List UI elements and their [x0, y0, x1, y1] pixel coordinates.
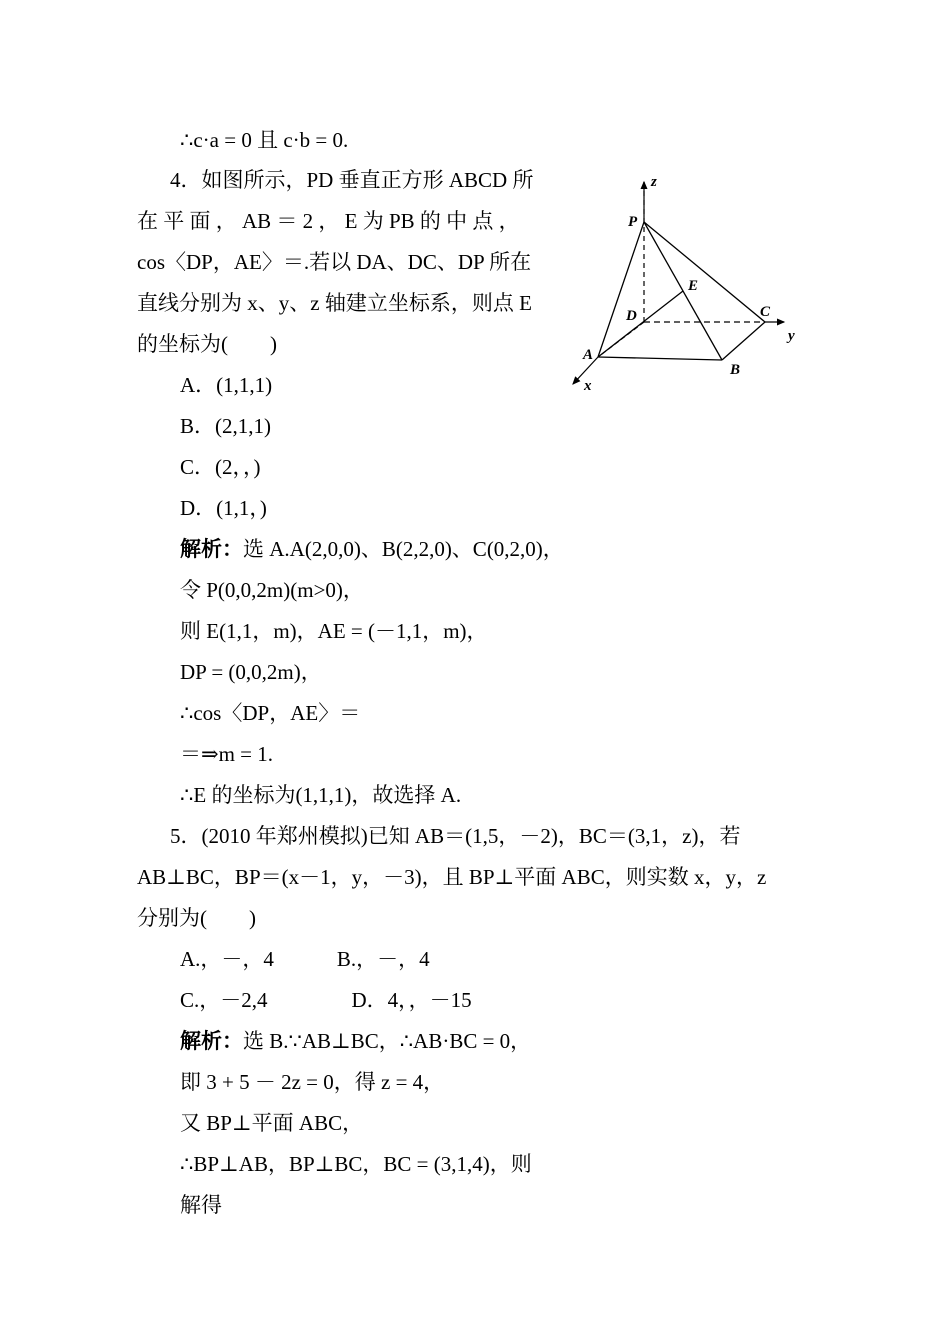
question-4-line-3: cos〈DP，AE〉＝.若以 DA、DC、DP 所在 — [137, 250, 532, 274]
question-4-option-a: A．(1,1,1) — [180, 373, 273, 397]
solution-4-label: 解析： — [180, 537, 243, 561]
question-4-option-b: B．(2,1,1) — [180, 414, 271, 438]
label-d: D — [626, 308, 637, 324]
solution-4-line-2: 令 P(0,0,2m)(m>0)， — [180, 578, 364, 602]
bc-edge — [722, 322, 765, 360]
label-z: z — [651, 174, 657, 190]
label-e: E — [688, 278, 699, 294]
solution-5-line-5: 解得 — [180, 1193, 222, 1217]
solution-5-text: 选 B.∵AB⊥BC，∴AB·BC = 0， — [243, 1029, 532, 1053]
solution-4-line-7: ∴E 的坐标为(1,1,1)，故选择 A. — [180, 783, 462, 807]
ae-segment — [598, 291, 683, 357]
question-4-line-5: 的坐标为( ) — [137, 332, 277, 356]
question-5-line-2: AB⊥BC，BP＝(x－1，y，－3)，且 BP⊥平面 ABC，则实数 x，y，z — [137, 865, 767, 889]
label-b: B — [730, 362, 741, 378]
ab-edge — [598, 357, 722, 360]
solution-4-text: 选 A.A(2,0,0)、B(2,2,0)、C(0,2,0)， — [243, 537, 564, 561]
label-c: C — [760, 304, 771, 320]
solution-5-line-4: ∴BP⊥AB，BP⊥BC，BC = (3,1,4)，则 — [180, 1152, 532, 1176]
question-4-line-1: 4．如图所示，PD 垂直正方形 ABCD 所 — [170, 168, 534, 192]
question-4-option-c: C．(2，，) — [180, 455, 261, 479]
pa-edge — [598, 222, 644, 357]
question-5-options-cd: C.，－2,4 D．4，，－15 — [180, 988, 472, 1012]
solution-4-line-5: ∴cos〈DP，AE〉＝ — [180, 701, 361, 725]
label-x: x — [584, 378, 592, 394]
question-5-options-ab: A.，－，4 B.，－，4 — [180, 947, 430, 971]
label-p: P — [628, 214, 638, 230]
question-4-line-4: 直线分别为 x、y、z 轴建立坐标系，则点 E — [137, 291, 532, 315]
solution-4-line-3: 则 E(1,1，m)，AE = (－1,1，m)， — [180, 619, 488, 643]
solution-5-line-2: 即 3 + 5 － 2z = 0，得 z = 4， — [180, 1070, 445, 1094]
solution-4-line-6: ＝⇒m = 1. — [180, 742, 274, 766]
line-c-dot-a: ∴c·a = 0 且 c·b = 0. — [180, 128, 349, 152]
label-y: y — [788, 328, 795, 344]
solution-5-label: 解析： — [180, 1029, 243, 1053]
question-5-line-1: 5．(2010 年郑州模拟)已知 AB＝(1,5，－2)，BC＝(3,1，z)，若 — [170, 824, 741, 848]
solution-5-line-3: 又 BP⊥平面 ABC， — [180, 1111, 364, 1135]
question-5-line-3: 分别为( ) — [137, 906, 256, 930]
question-4-option-d: D．(1,1，) — [180, 496, 267, 520]
question-4-line-2: 在 平 面 ， AB ＝ 2 ， E 为 PB 的 中 点 ， — [137, 209, 520, 233]
solution-4-line-4: DP = (0,0,2m)， — [180, 660, 322, 684]
label-a: A — [583, 347, 594, 363]
